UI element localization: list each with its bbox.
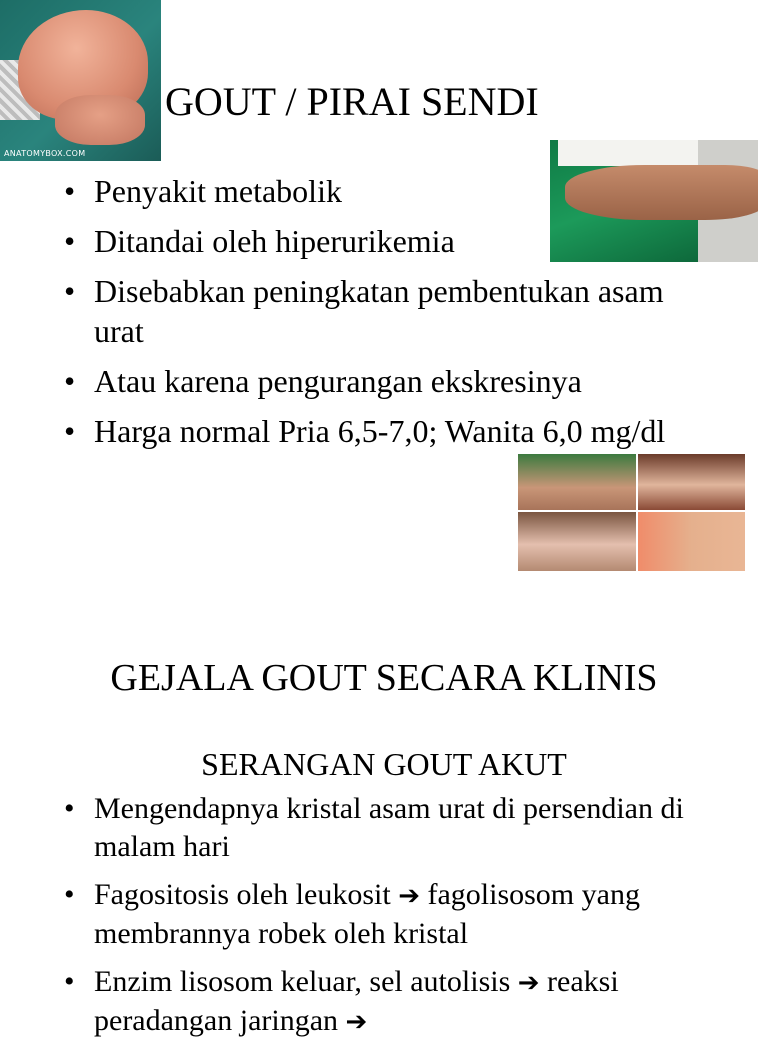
photo-swollen-finger xyxy=(55,95,145,145)
collage-fingers-photo xyxy=(518,512,636,571)
slide2-bullet xyxy=(64,963,704,1041)
photo-watermark: ANATOMYBOX.COM xyxy=(4,149,86,158)
right-arrow-icon: ➔ xyxy=(345,1007,368,1037)
right-arrow-icon: ➔ xyxy=(517,968,540,998)
bullet-text: fagolisosom yang membrannya robek oleh kristal xyxy=(94,878,640,950)
slide2-bullet-list xyxy=(64,790,704,1051)
bullet-text: Enzim lisosom keluar, sel autolisis xyxy=(94,965,511,998)
slide1-bullet-list xyxy=(64,171,704,461)
slide1-bullet: • Disebabkan peningkatan pembentukan asam urat xyxy=(64,271,704,351)
photo-paper xyxy=(558,140,708,166)
slide1-title: GOUT / PIRAI SENDI xyxy=(165,79,539,124)
slide2-subtitle: SERANGAN GOUT AKUT xyxy=(201,746,567,782)
slide1-bullet: • Harga normal Pria 6,5-7,0; Wanita 6,0 mg/dl xyxy=(64,411,704,451)
bullet-text: reaksi peradangan jaringan xyxy=(94,965,619,1037)
collage-feet-photo xyxy=(638,512,745,571)
gout-hand-photo xyxy=(0,0,161,161)
collage-hand-photo xyxy=(518,454,636,510)
gout-collage-photo xyxy=(518,454,745,571)
right-arrow-icon: ➔ xyxy=(398,881,420,911)
collage-foot-photo xyxy=(638,454,745,510)
bullet-text: Fagositosis oleh leukosit xyxy=(94,878,391,911)
slide1-bullet: • Atau karena pengurangan ekskresinya xyxy=(64,361,704,401)
slide2-bullet xyxy=(64,790,704,866)
bullet-text: Mengendapnya kristal asam urat di persendian di malam hari xyxy=(94,792,684,863)
slide2-title: GEJALA GOUT SECARA KLINIS xyxy=(110,657,658,699)
slide1-bullet: • Penyakit metabolik xyxy=(64,171,704,211)
slide2-bullet xyxy=(64,876,704,953)
slide1-bullet: • Ditandai oleh hiperurikemia xyxy=(64,221,704,261)
